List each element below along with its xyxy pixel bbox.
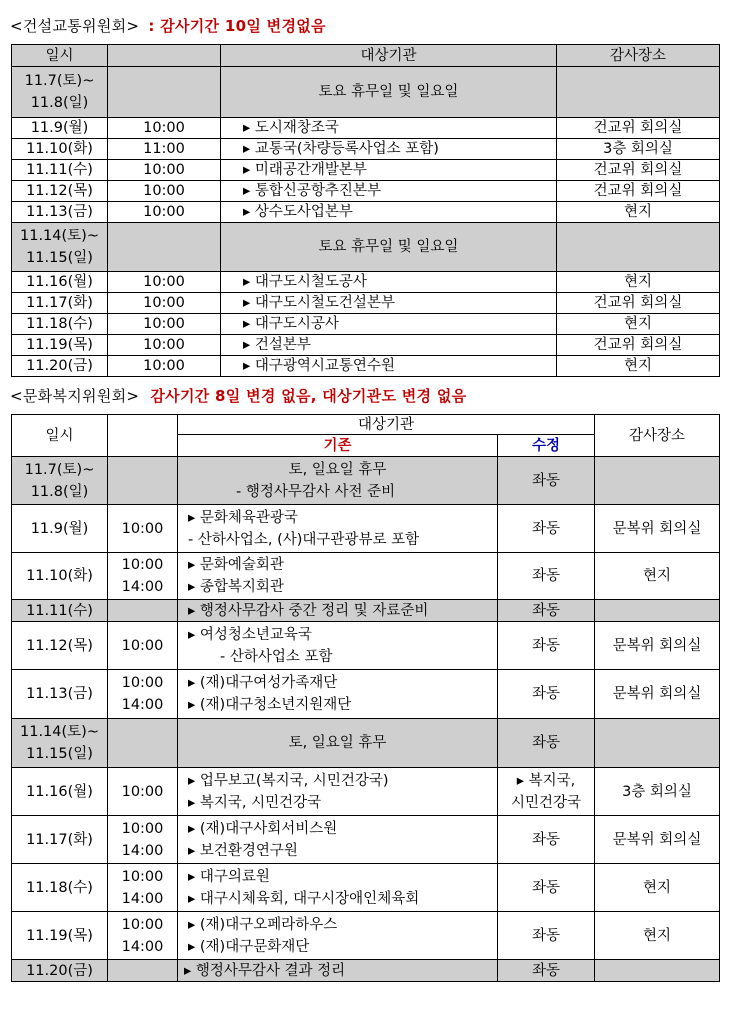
construction-committee-table (11, 44, 720, 377)
table-row: 11.19(목) 10:00 ▸ 건설본부 건교위 회의실 (12, 335, 720, 356)
table-row: 11.13(금) 10:00 ▸ 상수도사업본부 현지 (12, 202, 720, 223)
table-row: 11.18(수) 10:00 ▸ 대구도시공사 현지 (12, 314, 720, 335)
table-row: 11.17(화) 10:00 ▸ 대구도시철도건설본부 건교위 회의실 (12, 293, 720, 314)
table-row: 11.7(토)~ 11.8(일) 토, 일요일 휴무 - 행정사무감사 사전 준비 좌동 (12, 457, 720, 505)
table-row: 11.16(월) 10:00 ▸ 업무보고(복지국, 시민건강국) ▸ 복지국, 시민건강국 ▸ 복지국, 시민건강국 3층 회의실 (12, 768, 720, 816)
table-row: 11.10(화) 11:00 ▸ 교통국(차량등록사업소 포함) 3층 회의실 (12, 139, 720, 160)
table-row: 11.12(목) 10:00 ▸ 여성청소년교육국 - 산하사업소 포함 좌동 문복위 회의실 (12, 622, 720, 670)
table-row: 11.16(월) 10:00 ▸ 대구도시철도공사 현지 (12, 272, 720, 293)
table-row: 11.13(금) 10:00 14:00 ▸ (재)대구여성가족재단 ▸ (재)대구청소년지원재단 좌동 문복위 회의실 (12, 670, 720, 719)
section1-header (10, 15, 326, 36)
header-revised: 수정 (498, 435, 595, 457)
table-row: 11.20(금) ▸ 행정사무감사 결과 정리 좌동 (12, 960, 720, 982)
table-row: 11.10(화) 10:00 14:00 ▸ 문화예술회관 ▸ 종합복지회관 좌동 현지 (12, 553, 720, 600)
table-row: 11.20(금) 10:00 ▸ 대구광역시교통연수원 현지 (12, 356, 720, 377)
table-row: 11.9(월) 10:00 ▸ 문화체육관광국 - 산하사업소, (사)대구관광뷰로 포함 좌동 문복위 회의실 (12, 505, 720, 553)
header-date: 일시 (12, 45, 108, 67)
table-row: 11.12(목) 10:00 ▸ 통합신공항추진본부 건교위 회의실 (12, 181, 720, 202)
table-row: 11.19(목) 10:00 14:00 ▸ (재)대구오페라하우스 ▸ (재)대구문화재단 좌동 현지 (12, 912, 720, 960)
section2-note: 감사기간 8일 변경 없음, 대상기관도 변경 없음 (150, 387, 467, 405)
table-row: 11.11(수) ▸ 행정사무감사 중간 정리 및 자료준비 좌동 (12, 600, 720, 622)
table-row: 11.11(수) 10:00 ▸ 미래공간개발본부 건교위 회의실 (12, 160, 720, 181)
row-target: 토요 휴무일 및 일요일 (221, 67, 557, 118)
section2-title: <문화복지위원회> (10, 387, 140, 405)
table-row: 11.14(토)~ 11.15(일) 토, 일요일 휴무 좌동 (12, 719, 720, 768)
section2-header (10, 385, 466, 406)
table-row: 11.14(토)~ 11.15(일) 토요 휴무일 및 일요일 (12, 223, 720, 272)
header-place: 감사장소 (595, 415, 720, 457)
header-existing: 기존 (178, 435, 498, 457)
table-header-row (12, 45, 720, 67)
table-row: 11.9(월) 10:00 ▸ 도시재창조국 건교위 회의실 (12, 118, 720, 139)
header-place: 감사장소 (557, 45, 720, 67)
header-target: 대상기관 (178, 415, 595, 435)
table-row: 11.17(화) 10:00 14:00 ▸ (재)대구사회서비스원 ▸ 보건환경연구원 좌동 문복위 회의실 (12, 816, 720, 864)
table-row: 11.18(수) 10:00 14:00 ▸ 대구의료원 ▸ 대구시체육회, 대구시장애인체육회 좌동 현지 (12, 864, 720, 912)
section1-note: : 감사기간 10일 변경없음 (148, 17, 326, 35)
welfare-committee-table (11, 414, 720, 982)
header-date: 일시 (12, 415, 108, 457)
header-target: 대상기관 (221, 45, 557, 67)
table-header-row (12, 415, 720, 435)
section1-title: <건설교통위원회> (10, 17, 140, 35)
table-row (12, 67, 720, 118)
row-date: 11.7(토)~ 11.8(일) (12, 67, 108, 118)
